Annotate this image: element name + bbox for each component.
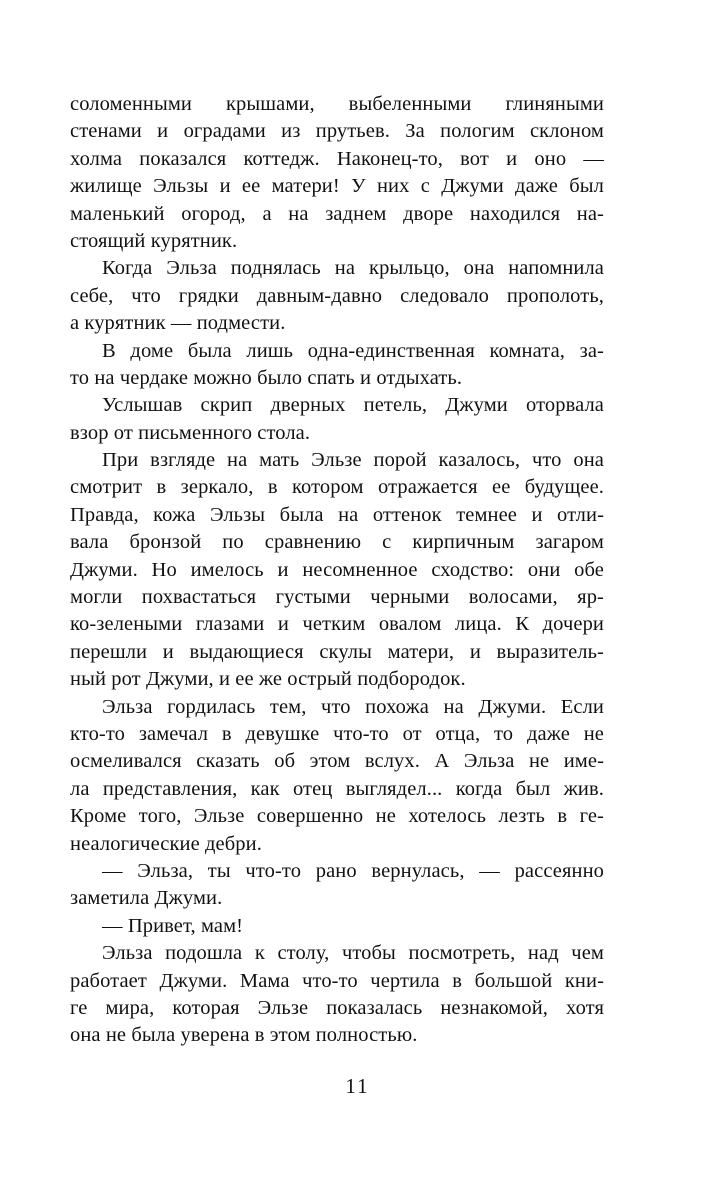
text-line: ный рот Джуми, и ее же острый подбородок.: [70, 668, 466, 691]
text-line: то на чердаке можно было спать и отдыхать.: [70, 366, 463, 389]
text-line: соломенными крышами, выбеленными глиняными: [70, 93, 604, 115]
text-line: стоящий курятник.: [70, 229, 238, 252]
text-line: ко-зелеными глазами и четким овалом лица. К дочери: [70, 613, 604, 636]
text-line: вала бронзой по сравнению с кирпичным загаром: [70, 531, 604, 554]
text-line: жилище Эльзы и ее матери! У них с Джуми даже был: [70, 175, 604, 198]
text-line: заметила Джуми.: [70, 887, 223, 910]
text-line: — Привет, мам!: [102, 914, 244, 937]
text-line: Правда, кожа Эльзы была на оттенок темнее и отли-: [70, 503, 604, 526]
text-line: работает Джуми. Мама что-то чертила в большой кни-: [70, 969, 604, 992]
text-line: Джуми. Но имелось и несомненное сходство: они обе: [70, 558, 604, 581]
text-line: она не была уверена в этом полностью.: [70, 1024, 418, 1047]
text-line: неалогические дебри.: [70, 832, 262, 855]
text-line: Услышав скрип дверных петель, Джуми оторвала: [102, 394, 604, 417]
text-line: осмеливался сказать об этом вслух. А Эльза не име-: [70, 750, 604, 773]
text-line: могли похвастаться густыми черными волосами, яр-: [70, 586, 604, 609]
text-line: ла представления, как отец выглядел... когда был жив.: [70, 777, 604, 800]
text-line: — Эльза, ты что-то рано вернулась, — рассеянно: [102, 859, 604, 882]
text-line: себе, что грядки давным-давно следовало прополоть,: [70, 284, 604, 307]
page-number: 11: [345, 1074, 370, 1098]
text-line: перешли и выдающиеся скулы матери, и выразитель-: [70, 640, 604, 663]
text-line: стенами и оградами из прутьев. За пологим склоном: [70, 120, 604, 143]
text-line: ге мира, которая Эльзе показалась незнакомой, хотя: [70, 996, 604, 1019]
text-line: маленький огород, а на заднем дворе находился на-: [70, 202, 604, 225]
text-line: Когда Эльза поднялась на крыльцо, она напомнила: [102, 257, 604, 280]
text-line: смотрит в зеркало, в котором отражается ее будущее.: [70, 476, 604, 499]
text-line: холма показался коттедж. Наконец-то, вот и оно —: [70, 147, 604, 170]
text-line: взор от письменного стола.: [70, 421, 311, 444]
text-line: Кроме того, Эльзе совершенно не хотелось лезть в ге-: [70, 805, 604, 828]
text-line: При взгляде на мать Эльзе порой казалось, что она: [102, 449, 604, 472]
page-body: [70, 91, 604, 1050]
text-line: Эльза гордилась тем, что похожа на Джуми. Если: [102, 695, 604, 718]
text-line: В доме была лишь одна-единственная комната, за-: [102, 339, 604, 362]
text-line: а курятник — подмести.: [70, 312, 286, 335]
text-line: Эльза подошла к столу, чтобы посмотреть, над чем: [102, 942, 604, 965]
text-line: кто-то замечал в девушке что-то от отца, то даже не: [70, 722, 604, 745]
